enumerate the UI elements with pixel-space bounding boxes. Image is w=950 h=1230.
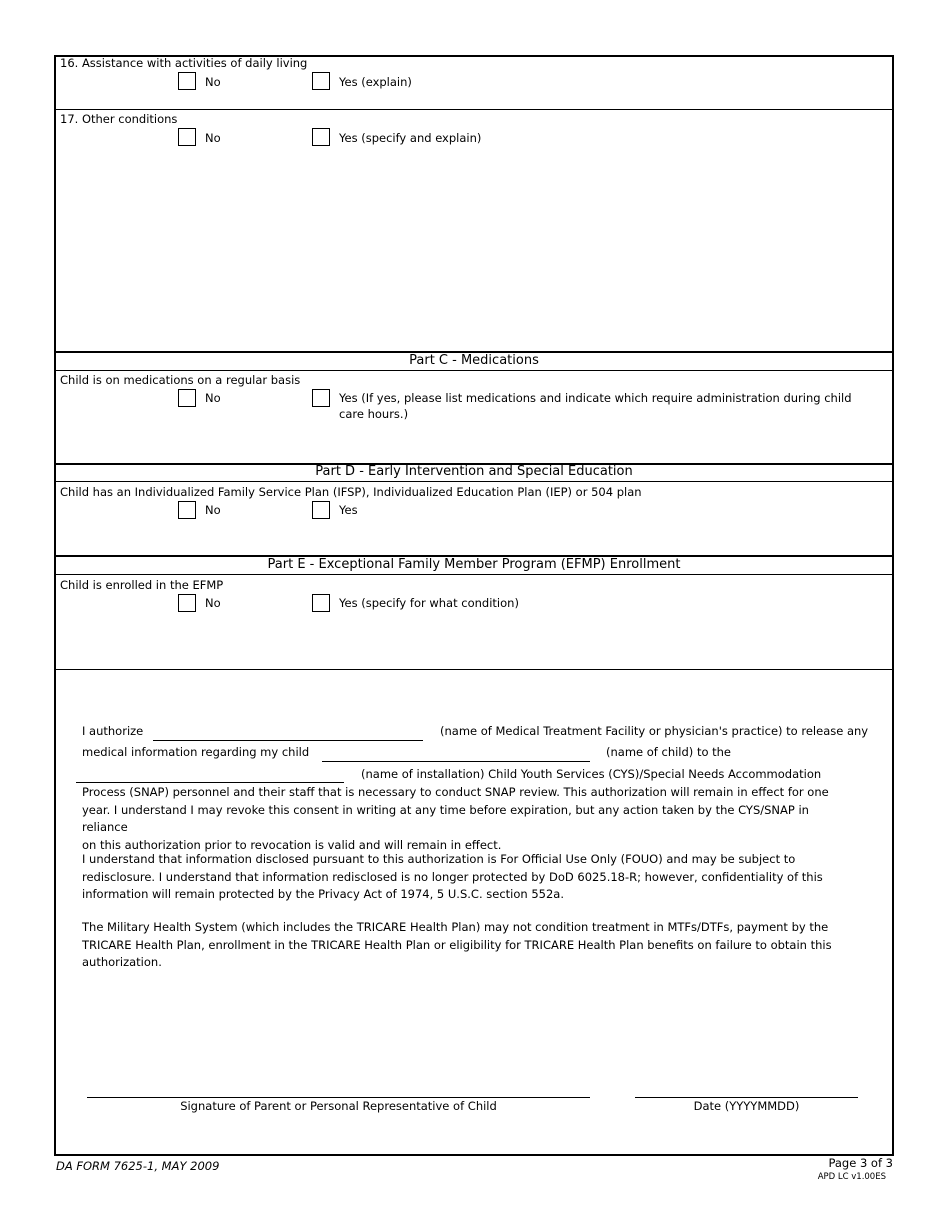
part-d-yes-label: Yes <box>339 503 358 517</box>
q17-label: 17. Other conditions <box>60 112 178 126</box>
part-c-question: Child is on medications on a regular basis <box>60 373 301 387</box>
part-e-title: Part E - Exceptional Family Member Program (EFMP) Enrollment <box>267 557 681 572</box>
authorize-suffix: (name of Medical Treatment Facility or physician's practice) to release any <box>440 724 869 738</box>
authorization-paragraph-1 <box>82 784 842 854</box>
part-d-title: Part D - Early Intervention and Special Education <box>315 464 633 479</box>
date-label: Date (YYYYMMDD) <box>693 1099 800 1113</box>
part-d-no-checkbox[interactable] <box>178 501 196 519</box>
authorization-paragraph-3 <box>82 919 842 972</box>
part-e-question: Child is enrolled in the EFMP <box>60 578 224 592</box>
q16-yes-checkbox[interactable] <box>312 72 330 90</box>
authorization-paragraph-2 <box>82 851 842 904</box>
part-c-yes-checkbox[interactable] <box>312 389 330 407</box>
para1-line: Process (SNAP) personnel and their staff that is necessary to conduct SNAP review. This authorization will remain in effect for one <box>82 785 829 799</box>
para2-line: information will remain protected by the Privacy Act of 1974, 5 U.S.C. section 552a. <box>82 887 564 901</box>
para3-line: authorization. <box>82 955 162 969</box>
part-d-yes-checkbox[interactable] <box>312 501 330 519</box>
part-e-no-checkbox[interactable] <box>178 594 196 612</box>
part-e-no-label: No <box>205 596 221 610</box>
q17-yes-checkbox[interactable] <box>312 128 330 146</box>
page-number: Page 3 of 3 <box>828 1156 893 1170</box>
q17-no-label: No <box>205 131 221 145</box>
installation-name-field[interactable] <box>76 782 344 783</box>
part-d-question: Child has an Individualized Family Service Plan (IFSP), Individualized Education Plan (IEP) or 504 plan <box>60 485 642 499</box>
part-c-title: Part C - Medications <box>409 353 539 368</box>
q17-no-checkbox[interactable] <box>178 128 196 146</box>
para1-line: on this authorization prior to revocation is valid and will remain in effect. <box>82 837 502 852</box>
medical-info-text: medical information regarding my child <box>82 745 310 759</box>
facility-name-field[interactable] <box>153 740 423 741</box>
part-e-yes-checkbox[interactable] <box>312 594 330 612</box>
para2-line: I understand that information disclosed pursuant to this authorization is For Official Use Only (FOUO) and may be subject to <box>82 852 796 866</box>
divider <box>54 574 894 575</box>
signature-label: Signature of Parent or Personal Representative of Child <box>180 1099 497 1113</box>
divider <box>54 481 894 482</box>
para3-line: TRICARE Health Plan, enrollment in the TRICARE Health Plan or eligibility for TRICARE Health Plan benefits on failure to obtain this <box>82 937 832 952</box>
authorize-prefix: I authorize <box>82 724 144 738</box>
form-id: DA FORM 7625-1, MAY 2009 <box>56 1159 220 1173</box>
signature-field[interactable] <box>87 1097 590 1098</box>
q16-no-label: No <box>205 75 221 89</box>
child-name-field[interactable] <box>322 761 590 762</box>
para1-line: year. I understand I may revoke this consent in writing at any time before expiration, but any action taken by the CYS/SNAP in reliance <box>82 802 809 834</box>
date-field[interactable] <box>635 1097 858 1098</box>
para2-line: redisclosure. I understand that information redisclosed is no longer protected by DoD 6025.18-R; however, confidentiality of this <box>82 869 823 884</box>
part-e-yes-label: Yes (specify for what condition) <box>339 596 519 610</box>
divider <box>54 669 894 670</box>
part-c-no-checkbox[interactable] <box>178 389 196 407</box>
part-c-yes-label-line1: Yes (If yes, please list medications and indicate which require administration during child <box>339 391 852 405</box>
q16-yes-label: Yes (explain) <box>339 75 412 89</box>
version-label: APD LC v1.00ES <box>817 1172 886 1182</box>
divider <box>54 370 894 371</box>
child-suffix: (name of child) to the <box>606 745 732 759</box>
installation-suffix: (name of installation) Child Youth Services (CYS)/Special Needs Accommodation <box>361 767 822 781</box>
q16-label: 16. Assistance with activities of daily living <box>60 56 308 70</box>
divider <box>54 109 894 110</box>
q17-yes-label: Yes (specify and explain) <box>339 131 482 145</box>
para3-line: The Military Health System (which includes the TRICARE Health Plan) may not condition treatment in MTFs/DTFs, payment by the <box>82 920 829 934</box>
part-c-yes-label-line2: care hours.) <box>339 407 409 421</box>
part-c-no-label: No <box>205 391 221 405</box>
part-d-no-label: No <box>205 503 221 517</box>
q16-no-checkbox[interactable] <box>178 72 196 90</box>
